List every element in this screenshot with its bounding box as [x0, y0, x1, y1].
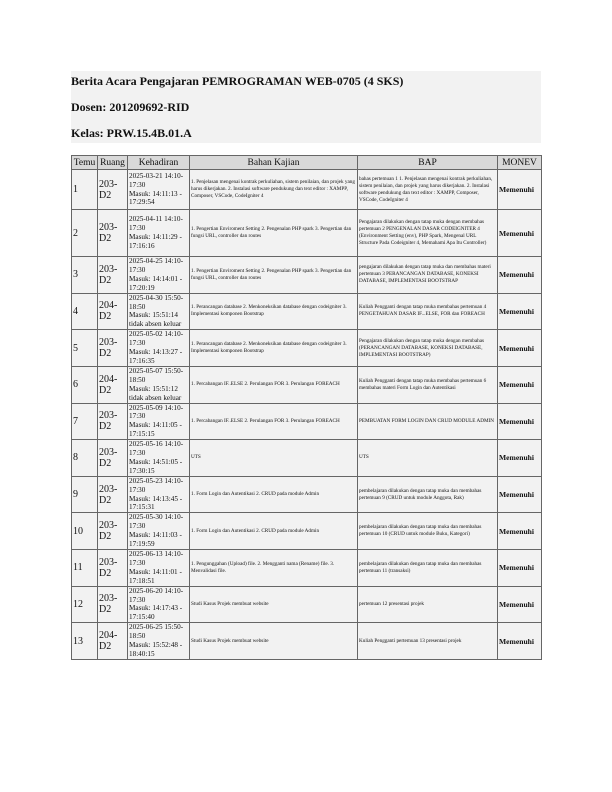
attendance-line: Masuk: 14:14:01 -: [129, 274, 183, 283]
cell-bahan-kajian: 1. Form Login dan Autentikasi 2. CRUD pada module Admin: [190, 476, 358, 513]
attendance-line: 2025-05-30 14:10-: [129, 513, 184, 522]
cell-bap: PEMBUATAN FORM LOGIN DAN CRUD MODULE ADMIN: [358, 403, 498, 440]
class-code: Kelas: PRW.15.4B.01.A: [71, 126, 192, 140]
cell-monev: Memenuhi: [498, 257, 542, 294]
cell-kehadiran: [128, 550, 190, 587]
attendance-line: Masuk: 14:11:01 -: [129, 567, 182, 576]
cell-bap: Kuliah Pengganti dengan tatap muka membahas pertemuan 6 membahas materi Form Login dan Autentikasi: [358, 366, 498, 403]
cell-ruang: 203-D2: [98, 330, 128, 367]
cell-monev: Memenuhi: [498, 586, 542, 623]
cell-bahan-kajian: 1. Pengertian Enviroment Setting 2. Pengenalan PHP spark 3. Pengertian dan fungsi URL, controller dan routes: [190, 210, 358, 257]
attendance-line: 17:30: [129, 412, 146, 421]
cell-bap: Pengajaran dilakukan dengan tatap muka dengan membahas pertemuan 2 PENGENALAN DASAR CODEIGNITER 4 (Environment Setting (env), PHP Spark, Mengenal URL Structure Pada Codeigniter 4, Memahami Apa Itu Controller): [358, 210, 498, 257]
attendance-line: Masuk: 14:13:27 -: [129, 348, 183, 357]
attendance-line: 18:50: [129, 302, 146, 311]
attendance-line: Masuk: 14:11:13 -: [129, 189, 182, 198]
attendance-line: 17:16:35: [129, 356, 155, 365]
attendance-line: tidak absen keluar: [129, 393, 182, 402]
cell-temu: 7: [72, 403, 98, 440]
attendance-line: 17:30: [129, 595, 146, 604]
attendance-line: 2025-06-13 14:10-: [129, 550, 184, 558]
cell-monev: Memenuhi: [498, 403, 542, 440]
column-header-ruang: Ruang: [98, 156, 128, 170]
cell-kehadiran: [128, 257, 190, 294]
cell-kehadiran: [128, 170, 190, 210]
attendance-line: 2025-04-11 14:10-: [129, 215, 183, 224]
attendance-line: Masuk: 14:11:29 -: [129, 233, 182, 241]
table-row: [72, 476, 542, 513]
cell-bap: Pengajaran dilakukan dengan tatap muka dengan membahas (PERANCANGAN DATABASE, KONEKSI DATABASE, IMPLEMENTASI BOOTSTRAP): [358, 330, 498, 367]
column-header-temu: Temu: [72, 156, 98, 170]
table-row: [72, 623, 542, 660]
cell-temu: 9: [72, 476, 98, 513]
cell-kehadiran: [128, 623, 190, 660]
column-header-bap: BAP: [358, 156, 498, 170]
attendance-line: 17:30: [129, 180, 146, 189]
cell-ruang: 203-D2: [98, 550, 128, 587]
cell-bap: pembelajaran dilakukan dengan tatap muka dan membahas pertemuan 9 (CRUD untuk module Anggota, Rak): [358, 476, 498, 513]
cell-bahan-kajian: 1. Pengunggahan (Upload) file. 2. Mengganti nama (Rename) file. 3. Menvalidasi file.: [190, 550, 358, 587]
attendance-line: 17:18:51: [129, 576, 155, 585]
cell-kehadiran: [128, 440, 190, 477]
cell-bahan-kajian: 1. Penjelasan mengenai kontrak perkuliahan, sistem penilaian, dan projek yang harus dikerjakan. 2. Instalasi software pendukung dan text editor : XAMPP, Composer, VSCode, CodeIgniter 4: [190, 170, 358, 210]
cell-monev: Memenuhi: [498, 293, 542, 330]
attendance-line: 2025-06-20 14:10-: [129, 586, 184, 595]
cell-kehadiran: [128, 476, 190, 513]
attendance-line: 17:30: [129, 485, 146, 494]
cell-temu: 13: [72, 623, 98, 660]
cell-kehadiran: [128, 293, 190, 330]
cell-temu: 12: [72, 586, 98, 623]
attendance-line: 2025-04-30 15:50-: [129, 293, 184, 302]
attendance-line: Masuk: 14:51:05 -: [129, 457, 183, 466]
cell-temu: 2: [72, 210, 98, 257]
cell-bahan-kajian: Studi Kasus Projek membuat website: [190, 623, 358, 660]
lecturer-id: Dosen: 201209692-RID: [71, 100, 190, 114]
cell-kehadiran: [128, 366, 190, 403]
cell-ruang: 204-D2: [98, 293, 128, 330]
attendance-line: 17:20:19: [129, 283, 155, 292]
cell-bahan-kajian: 1. Pengertian Enviroment Setting 2. Pengenalan PHP spark 3. Pengertian dan fungsi URL, controller dan routes: [190, 257, 358, 294]
cell-ruang: 203-D2: [98, 513, 128, 550]
cell-temu: 11: [72, 550, 98, 587]
attendance-line: 2025-05-23 14:10-: [129, 476, 184, 485]
cell-kehadiran: [128, 586, 190, 623]
table-body: [72, 170, 542, 660]
table-row: [72, 550, 542, 587]
cell-temu: 4: [72, 293, 98, 330]
attendance-line: 2025-05-02 14:10-: [129, 330, 184, 339]
table-row: [72, 257, 542, 294]
cell-monev: Memenuhi: [498, 170, 542, 210]
cell-bap: UTS: [358, 440, 498, 477]
table-row: [72, 330, 542, 367]
attendance-line: 17:30:15: [129, 466, 155, 475]
cell-temu: 10: [72, 513, 98, 550]
table-row: [72, 170, 542, 210]
cell-monev: Memenuhi: [498, 366, 542, 403]
cell-bahan-kajian: 1. Form Login dan Autentikasi 2. CRUD pada module Admin: [190, 513, 358, 550]
table-row: [72, 440, 542, 477]
cell-bahan-kajian: 1. Perancangan database 2. Menkoneksikan database dengan codeigniter 3. Implementasi komponen Bootstrap: [190, 293, 358, 330]
attendance-line: tidak absen keluar: [129, 320, 182, 329]
table-header-row: [72, 156, 542, 170]
cell-ruang: 203-D2: [98, 170, 128, 210]
attendance-line: 17:30: [129, 339, 146, 348]
cell-temu: 3: [72, 257, 98, 294]
cell-bap: Kuliah Pengganti dengan tatap muka membahas pertemuan 4 PENGETAHUAN DASAR IF...ELSE, FOR dan FOREACH: [358, 293, 498, 330]
cell-bahan-kajian: Studi Kasus Projek membuat website: [190, 586, 358, 623]
attendance-line: 17:30: [129, 558, 146, 567]
column-header-bahan-kajian: Bahan Kajian: [190, 156, 358, 170]
attendance-line: 17:15:31: [129, 503, 155, 512]
attendance-line: 2025-04-25 14:10-: [129, 257, 184, 265]
cell-ruang: 203-D2: [98, 403, 128, 440]
attendance-line: Masuk: 14:17:43 -: [129, 604, 183, 613]
cell-bap: Kuliah Pengganti pertemuan 13 presentasi projek: [358, 623, 498, 660]
table-row: [72, 366, 542, 403]
attendance-line: 2025-06-25 15:50-: [129, 623, 184, 632]
table-row: [72, 586, 542, 623]
cell-bap: pembelajaran dilakukan dengan tatap muka dan membahas pertemuan 10 (CRUD untuk module Buku, Kategori): [358, 513, 498, 550]
cell-kehadiran: [128, 403, 190, 440]
attendance-line: 18:40:15: [129, 649, 155, 658]
attendance-line: 17:15:15: [129, 430, 155, 439]
cell-bap: pengajaran dilakukan dengan tatap muka dan membahas materi pertemuan 3 PERANCANGAN DATABASE, KONEKSI DATABASE, IMPLEMENTASI BOOTSTRAP: [358, 257, 498, 294]
cell-bap: pertemuan 12 presentasi projek: [358, 586, 498, 623]
attendance-line: Masuk: 15:51:12: [129, 384, 178, 393]
cell-ruang: 203-D2: [98, 257, 128, 294]
cell-kehadiran: [128, 513, 190, 550]
attendance-line: Masuk: 15:51:14: [129, 311, 178, 320]
attendance-line: 17:19:59: [129, 540, 155, 549]
cell-kehadiran: [128, 330, 190, 367]
attendance-line: 2025-05-07 15:50-: [129, 366, 184, 375]
cell-monev: Memenuhi: [498, 513, 542, 550]
cell-ruang: 203-D2: [98, 440, 128, 477]
cell-bahan-kajian: 1. Percabangan IF..ELSE 2. Perulangan FOR 3. Perulangan FOREACH: [190, 403, 358, 440]
cell-monev: Memenuhi: [498, 623, 542, 660]
table-row: [72, 293, 542, 330]
cell-ruang: 204-D2: [98, 366, 128, 403]
cell-monev: Memenuhi: [498, 210, 542, 257]
attendance-line: 2025-05-16 14:10-: [129, 440, 184, 449]
cell-bap: bahas pertemuan 1 1. Penjelasan mengenai kontrak perkuliahan, sistem penilaian, dan projek yang harus dikerjakan. 2. Instalasi software pendukung dan text editor : XAMPP, Composer, VSCode, CodeIgniter 4: [358, 170, 498, 210]
cell-temu: 1: [72, 170, 98, 210]
table-row: [72, 403, 542, 440]
table-row: [72, 210, 542, 257]
cell-monev: Memenuhi: [498, 550, 542, 587]
attendance-line: Masuk: 14:11:05 -: [129, 421, 182, 430]
cell-monev: Memenuhi: [498, 476, 542, 513]
document-header: [71, 71, 541, 143]
attendance-line: Masuk: 14:13:45 -: [129, 494, 183, 503]
column-header-kehadiran: Kehadiran: [128, 156, 190, 170]
attendance-line: Masuk: 15:52:48 -: [129, 641, 183, 650]
cell-bahan-kajian: UTS: [190, 440, 358, 477]
cell-kehadiran: [128, 210, 190, 257]
attendance-line: 17:16:16: [129, 241, 155, 250]
cell-temu: 6: [72, 366, 98, 403]
cell-bahan-kajian: 1. Perancangan database 2. Menkoneksikan database dengan codeigniter 3. Implementasi komponen Bootstrap: [190, 330, 358, 367]
cell-monev: Memenuhi: [498, 330, 542, 367]
attendance-line: 17:30: [129, 522, 146, 531]
attendance-line: 17:30: [129, 224, 146, 233]
cell-ruang: 203-D2: [98, 476, 128, 513]
cell-bahan-kajian: 1. Percabangan IF..ELSE 2. Perulangan FOR 3. Perulangan FOREACH: [190, 366, 358, 403]
attendance-line: 17:30: [129, 265, 146, 274]
cell-temu: 8: [72, 440, 98, 477]
attendance-line: Masuk: 14:11:03 -: [129, 531, 182, 540]
table-row: [72, 513, 542, 550]
attendance-line: 17:15:40: [129, 613, 155, 622]
attendance-line: 2025-05-09 14:10-: [129, 403, 184, 412]
cell-ruang: 204-D2: [98, 623, 128, 660]
document-title: Berita Acara Pengajaran PEMROGRAMAN WEB-0705 (4 SKS): [71, 74, 404, 88]
attendance-line: 17:30: [129, 449, 146, 458]
attendance-line: 2025-03-21 14:10-: [129, 171, 184, 180]
attendance-line: 18:50: [129, 632, 146, 641]
cell-bap: pembelajaran dilakukan dengan tatap muka dan membahas pertemuan 11 (transaksi): [358, 550, 498, 587]
attendance-line: 18:50: [129, 375, 146, 384]
cell-monev: Memenuhi: [498, 440, 542, 477]
attendance-line: 17:29:54: [129, 198, 155, 207]
cell-ruang: 203-D2: [98, 586, 128, 623]
cell-ruang: 203-D2: [98, 210, 128, 257]
teaching-record-table: [71, 155, 542, 660]
column-header-monev: MONEV: [498, 156, 542, 170]
cell-temu: 5: [72, 330, 98, 367]
